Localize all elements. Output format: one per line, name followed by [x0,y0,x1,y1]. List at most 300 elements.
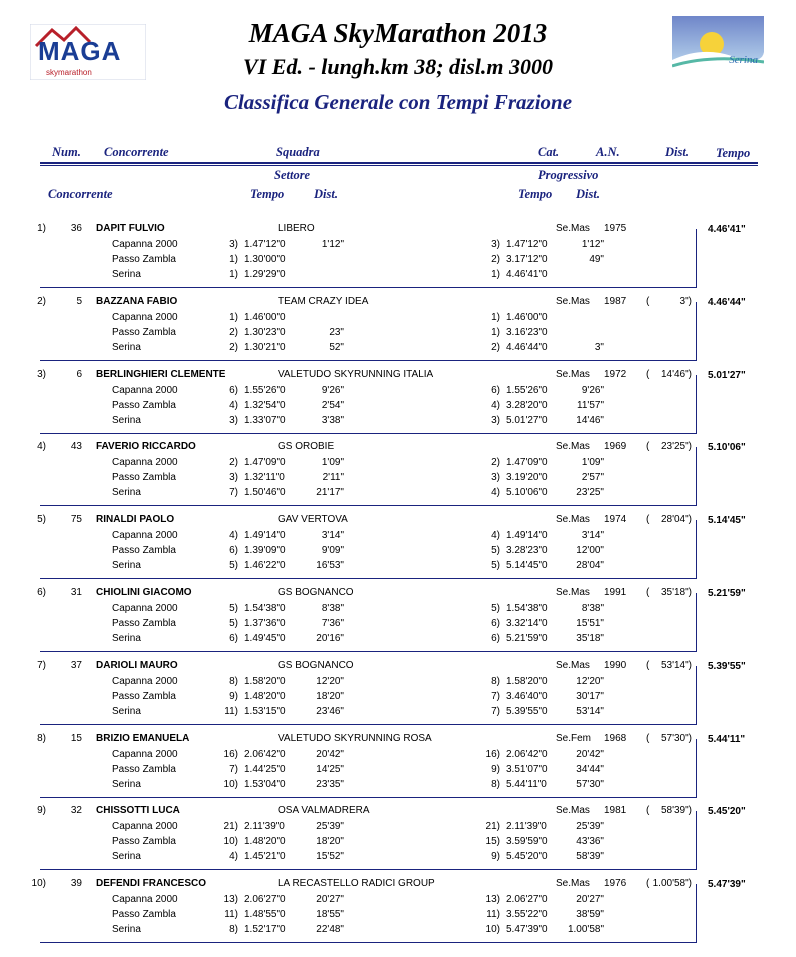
split-sector-gap: 2'11" [322,472,344,484]
split-label: Passo Zambla [112,545,176,557]
split-progressive-position: 7) [491,690,500,702]
split-sector-position: 5) [229,560,238,572]
athlete-total-time: 4.46'44" [708,296,746,308]
split-label: Serina [112,560,141,572]
split-sector-position: 2) [229,326,238,338]
gap-paren: ( [646,514,650,526]
split-sector-position: 1) [229,254,238,265]
split-sector-time: 1.50'46"0 [244,487,286,499]
athlete-category: Se.Mas [556,223,590,234]
split-sector-position: 13) [223,894,238,906]
split-sector-position: 5) [229,618,238,629]
split-sector-time: 1.32'54"0 [244,399,286,411]
split-label: Serina [112,924,141,936]
split-progressive-time: 3.51'07"0 [506,763,548,775]
split-sector-gap: 18'55" [316,909,344,921]
athlete-bib: 37 [70,659,82,671]
split-progressive-gap: 57'30" [576,778,604,790]
split-sector-time: 1.49'45"0 [244,633,286,644]
gap-paren: ( [646,878,650,890]
athlete-gap: 58'39") [660,805,692,817]
athlete-birth-year: 1968 [604,732,627,744]
split-progressive-position: 2) [491,341,500,353]
split-sector-position: 11) [224,705,238,717]
split-label: Passo Zambla [112,472,176,484]
col-tempo: Tempo [716,146,751,160]
split-progressive-position: 3) [491,414,500,426]
athlete-birth-year: 1975 [604,223,627,234]
split-progressive-position: 5) [491,545,500,557]
athlete-total-time: 5.14'45" [708,515,746,527]
split-sector-time: 1.30'23"0 [244,326,286,338]
athlete-birth-year: 1976 [604,878,627,890]
document-subtitle: VI Ed. - lungh.km 38; disl.m 3000 [243,54,553,79]
split-progressive-gap: 14'46" [576,414,604,426]
split-sector-time: 1.48'55"0 [244,909,286,921]
athlete-bib: 31 [70,587,82,598]
split-label: Passo Zambla [112,618,176,629]
split-label: Passo Zambla [112,690,176,702]
gap-paren: ( [646,368,650,380]
split-progressive-position: 4) [491,399,500,411]
split-progressive-gap: 34'44" [576,763,604,775]
athlete-name: BRIZIO EMANUELA [96,732,190,744]
split-progressive-time: 3.46'40"0 [506,690,548,702]
split-sector-gap: 18'20" [316,836,344,848]
athlete-bib: 36 [70,223,82,234]
split-progressive-gap: 2'57" [581,472,604,484]
split-progressive-position: 2) [491,254,500,265]
split-progressive-position: 1) [491,326,500,338]
split-label: Passo Zambla [112,326,176,338]
split-progressive-position: 15) [485,836,500,848]
athlete-birth-year: 1987 [604,295,627,307]
split-label: Serina [112,269,141,280]
athlete-name: RINALDI PAOLO [96,514,175,526]
athlete-category: Se.Mas [556,441,590,453]
split-sector-position: 2) [229,457,238,469]
athlete-total-time: 5.01'27" [708,369,746,381]
split-sector-gap: 12'20" [316,675,344,687]
split-progressive-gap: 11'57" [577,399,604,411]
split-sector-gap: 16'53" [316,560,344,572]
split-label: Passo Zambla [112,909,176,921]
split-progressive-gap: 8'38" [581,603,604,614]
athlete-birth-year: 1974 [604,514,627,526]
athlete-position: 9) [37,805,46,817]
split-sector-gap: 20'16" [316,633,344,644]
split-progressive-gap: 12'00" [576,545,604,557]
gap-paren: ( [646,732,650,744]
split-sector-position: 7) [229,763,238,775]
split-sector-time: 1.32'11"0 [244,472,285,484]
split-progressive-gap: 1'09" [581,457,604,469]
athlete-category: Se.Mas [556,805,590,817]
split-label: Capanna 2000 [112,748,178,760]
split-sector-gap: 7'36" [321,618,344,629]
athlete-category: Se.Fem [556,732,592,744]
split-progressive-time: 2.06'27"0 [506,894,548,906]
split-sector-time: 1.47'12"0 [244,239,286,250]
split-label: Passo Zambla [112,254,176,265]
split-progressive-gap: 53'14" [576,705,604,717]
split-progressive-position: 1) [491,311,500,323]
split-progressive-position: 4) [491,530,500,542]
split-sector-time: 1.33'07"0 [244,414,286,426]
split-progressive-position: 5) [491,603,500,614]
col-dist: Dist. [665,145,689,159]
split-progressive-time: 4.46'44"0 [506,341,548,353]
athlete-position: 2) [37,295,46,307]
serina-logo-text: Serina [729,54,758,66]
split-progressive-time: 1.46'00"0 [506,311,548,323]
split-sector-time: 1.30'21"0 [244,341,286,353]
split-progressive-gap: 58'39" [576,851,604,863]
split-sector-gap: 9'26" [321,384,344,396]
split-progressive-time: 2.06'42"0 [506,748,548,760]
split-sector-time: 1.45'21"0 [244,851,286,863]
split-sector-gap: 21'17" [316,487,344,499]
split-sector-position: 9) [229,690,238,702]
athlete-team: GS BOGNANCO [278,587,354,598]
split-sector-time: 1.48'20"0 [244,690,286,702]
athlete-position: 8) [37,732,46,744]
split-progressive-position: 1) [491,269,500,280]
split-label: Capanna 2000 [112,457,178,469]
athlete-bib: 6 [76,368,82,380]
split-progressive-position: 6) [491,633,500,644]
split-sector-time: 1.52'17"0 [244,924,286,936]
athlete-category: Se.Mas [556,368,590,380]
split-sector-gap: 23'46" [316,705,344,717]
split-progressive-gap: 43'36" [576,836,604,848]
split-progressive-time: 1.47'12"0 [506,239,548,250]
athlete-category: Se.Mas [556,514,590,526]
split-sector-time: 1.47'09"0 [244,457,286,469]
col-progressivo: Progressivo [538,168,599,182]
athlete-bib: 5 [76,295,82,307]
split-sector-time: 1.53'15"0 [244,705,286,717]
split-sector-time: 1.29'29"0 [244,269,286,280]
split-progressive-time: 5.47'39"0 [506,924,548,936]
split-sector-position: 3) [229,414,238,426]
athlete-name: FAVERIO RICCARDO [96,441,196,453]
split-sector-gap: 25'39" [316,821,344,833]
col-concorrente: Concorrente [104,145,169,159]
split-sector-position: 3) [229,472,238,484]
athlete-total-time: 4.46'41" [708,224,746,235]
split-progressive-gap: 25'39" [576,821,604,833]
split-progressive-position: 6) [491,384,500,396]
split-progressive-position: 8) [491,778,500,790]
col-squadra: Squadra [276,145,320,159]
split-progressive-time: 5.01'27"0 [506,414,548,426]
gap-paren: ( [646,587,650,598]
split-progressive-time: 2.11'39"0 [506,821,547,833]
split-progressive-time: 3.28'20"0 [506,399,548,411]
split-sector-time: 1.39'09"0 [244,545,286,557]
split-progressive-gap: 1.00'58" [567,924,604,936]
split-sector-position: 6) [229,384,238,396]
athlete-gap: 1.00'58") [652,878,692,890]
split-sector-time: 2.06'42"0 [244,748,286,760]
athlete-birth-year: 1969 [604,441,627,453]
athlete-birth-year: 1990 [604,659,627,671]
maga-logo-subtext: skymarathon [46,68,92,77]
split-sector-time: 1.37'36"0 [244,618,286,629]
athlete-team: GS OROBIE [278,441,335,453]
split-label: Passo Zambla [112,836,176,848]
athlete-bib: 15 [70,732,82,744]
athlete-total-time: 5.47'39" [708,879,746,891]
header-rule-thin [40,165,758,166]
split-progressive-time: 3.28'23"0 [506,545,548,557]
split-sector-time: 1.46'22"0 [244,560,286,572]
split-progressive-gap: 23'25" [576,487,604,499]
athlete-total-time: 5.44'11" [708,733,746,745]
split-sector-gap: 8'38" [321,603,344,614]
athlete-category: Se.Mas [556,295,590,307]
athlete-birth-year: 1991 [604,587,627,598]
split-progressive-position: 16) [485,748,500,760]
split-sector-position: 11) [224,909,238,921]
split-sector-position: 6) [229,545,238,557]
split-sector-position: 7) [229,487,238,499]
split-progressive-position: 11) [486,909,500,921]
split-progressive-gap: 38'59" [576,909,604,921]
split-progressive-time: 5.14'45"0 [506,560,548,572]
athlete-category: Se.Mas [556,659,590,671]
split-sector-position: 4) [229,530,238,542]
athlete-bib: 75 [70,514,82,526]
split-progressive-time: 5.44'11"0 [506,778,547,790]
split-label: Capanna 2000 [112,675,178,687]
split-label: Capanna 2000 [112,384,178,396]
gap-paren: ( [646,295,650,307]
athlete-position: 10) [31,878,46,890]
split-label: Passo Zambla [112,399,176,411]
split-sector-position: 2) [229,341,238,353]
athlete-position: 6) [37,587,46,598]
split-sector-time: 1.49'14"0 [244,530,286,542]
split-progressive-position: 8) [491,675,500,687]
split-label: Serina [112,851,141,863]
split-sector-position: 6) [229,633,238,644]
split-progressive-gap: 12'20" [576,675,604,687]
athlete-team: OSA VALMADRERA [278,805,370,817]
split-progressive-gap: 20'42" [576,748,604,760]
athlete-position: 7) [37,659,46,671]
split-sector-gap: 22'48" [316,924,344,936]
split-sector-gap: 14'25" [316,763,344,775]
athlete-position: 1) [37,223,46,234]
maga-logo-text: MAGA [38,36,122,66]
split-sector-gap: 20'27" [316,894,344,906]
split-progressive-position: 3) [491,239,500,250]
document-title: MAGA SkyMarathon 2013 [248,18,548,48]
col-settore-dist: Dist. [314,187,338,201]
split-label: Serina [112,414,141,426]
athlete-bib: 39 [70,878,82,890]
split-progressive-gap: 3'14" [581,530,604,542]
split-label: Capanna 2000 [112,311,178,323]
athlete-name: DARIOLI MAURO [96,659,178,671]
athlete-team: GS BOGNANCO [278,659,354,671]
split-progressive-gap: 15'51" [576,618,604,629]
athlete-gap: 57'30") [660,732,692,744]
split-progressive-time: 3.55'22"0 [506,909,548,921]
col-cat: Cat. [538,145,560,159]
athlete-team: LIBERO [278,223,315,234]
athlete-gap: 3") [679,295,692,307]
split-progressive-time: 1.55'26"0 [506,384,548,396]
athlete-category: Se.Mas [556,878,590,890]
col-concorrente-sub: Concorrente [48,187,113,201]
split-label: Serina [112,487,141,499]
split-sector-gap: 18'20" [316,690,344,702]
athlete-name: DEFENDI FRANCESCO [96,878,207,890]
document-heading: Classifica Generale con Tempi Frazione [223,90,573,114]
col-progressivo-tempo: Tempo [518,187,553,201]
split-sector-position: 10) [223,778,238,790]
split-label: Capanna 2000 [112,821,178,833]
split-progressive-position: 7) [491,705,500,717]
split-label: Capanna 2000 [112,894,178,906]
split-progressive-time: 5.45'20"0 [506,851,548,863]
split-progressive-gap: 30'17" [576,690,604,702]
split-progressive-gap: 49" [589,254,604,265]
split-progressive-position: 6) [491,618,500,629]
split-label: Serina [112,633,141,644]
athlete-gap: 23'25") [660,441,692,453]
split-progressive-gap: 3" [594,341,604,353]
split-progressive-time: 5.39'55"0 [506,705,548,717]
split-sector-gap: 3'38" [321,414,344,426]
athlete-gap: 53'14") [660,659,692,671]
split-sector-gap: 1'09" [321,457,344,469]
col-settore: Settore [274,168,311,182]
split-label: Serina [112,778,141,790]
gap-paren: ( [646,805,650,817]
split-sector-time: 1.30'00"0 [244,254,286,265]
athlete-total-time: 5.45'20" [708,806,746,818]
split-progressive-position: 21) [485,821,500,833]
athlete-total-time: 5.21'59" [708,588,746,599]
col-progressivo-dist: Dist. [576,187,600,201]
split-sector-gap: 9'09" [321,545,344,557]
split-progressive-position: 4) [491,487,500,499]
split-progressive-time: 5.21'59"0 [506,633,548,644]
col-settore-tempo: Tempo [250,187,285,201]
split-progressive-time: 3.19'20"0 [506,472,548,484]
split-sector-position: 8) [229,924,238,936]
split-progressive-position: 13) [485,894,500,906]
split-progressive-position: 3) [491,472,500,484]
split-sector-time: 2.11'39"0 [244,821,285,833]
split-progressive-position: 10) [485,924,500,936]
split-sector-gap: 15'52" [316,851,344,863]
athlete-bib: 32 [70,805,82,817]
split-sector-gap: 23'35" [316,778,344,790]
athlete-gap: 28'04") [660,514,692,526]
athlete-name: DAPIT FULVIO [96,223,165,234]
athlete-team: VALETUDO SKYRUNNING ROSA [278,732,432,744]
split-sector-gap: 23" [329,326,344,338]
split-sector-time: 1.55'26"0 [244,384,286,396]
athlete-total-time: 5.39'55" [708,660,746,672]
split-sector-time: 1.46'00"0 [244,311,286,323]
split-sector-position: 3) [229,239,238,250]
split-sector-gap: 52" [329,341,344,353]
split-sector-position: 10) [223,836,238,848]
split-progressive-gap: 35'18" [576,633,604,644]
split-progressive-position: 9) [491,851,500,863]
col-num: Num. [52,145,81,159]
split-progressive-gap: 28'04" [576,560,604,572]
split-sector-position: 8) [229,675,238,687]
gap-paren: ( [646,659,650,671]
split-label: Capanna 2000 [112,530,178,542]
split-label: Serina [112,341,141,353]
split-progressive-time: 5.10'06"0 [506,487,548,499]
split-progressive-time: 1.49'14"0 [506,530,548,542]
athlete-team: VALETUDO SKYRUNNING ITALIA [278,368,434,380]
athlete-name: CHISSOTTI LUCA [96,805,180,817]
athlete-position: 4) [37,441,46,453]
split-progressive-time: 4.46'41"0 [506,269,548,280]
split-progressive-time: 1.54'38"0 [506,603,548,614]
athlete-bib: 43 [70,441,82,453]
split-progressive-time: 1.47'09"0 [506,457,548,469]
header-rule [40,162,758,164]
split-sector-position: 1) [229,311,238,323]
split-sector-gap: 2'54" [321,399,344,411]
athlete-name: CHIOLINI GIACOMO [96,587,192,598]
athlete-position: 3) [37,368,46,380]
athlete-team: TEAM CRAZY IDEA [278,295,369,307]
split-sector-gap: 1'12" [321,239,344,250]
split-sector-position: 16) [223,748,238,760]
split-progressive-time: 1.58'20"0 [506,675,548,687]
split-sector-time: 1.44'25"0 [244,763,286,775]
split-sector-time: 1.58'20"0 [244,675,286,687]
athlete-gap: 14'46") [660,368,692,380]
split-sector-time: 1.53'04"0 [244,778,286,790]
split-label: Capanna 2000 [112,239,178,250]
athlete-team: GAV VERTOVA [278,514,348,526]
split-sector-time: 1.54'38"0 [244,603,286,614]
split-label: Serina [112,705,141,717]
gap-paren: ( [646,441,650,453]
split-progressive-time: 3.59'59"0 [506,836,548,848]
split-sector-time: 2.06'27"0 [244,894,286,906]
split-label: Passo Zambla [112,763,176,775]
split-sector-position: 1) [229,269,238,280]
athlete-team: LA RECASTELLO RADICI GROUP [278,878,435,890]
split-progressive-gap: 20'27" [576,894,604,906]
col-an: A.N. [596,145,620,159]
athlete-name: BERLINGHIERI CLEMENTE [96,368,226,380]
split-progressive-time: 3.32'14"0 [506,618,548,629]
split-sector-gap: 3'14" [321,530,344,542]
split-sector-time: 1.48'20"0 [244,836,286,848]
split-progressive-time: 3.16'23"0 [506,326,548,338]
split-sector-position: 5) [229,603,238,614]
split-sector-position: 4) [229,399,238,411]
split-progressive-position: 5) [491,560,500,572]
athlete-total-time: 5.10'06" [708,442,746,454]
athlete-gap: 35'18") [660,587,692,598]
